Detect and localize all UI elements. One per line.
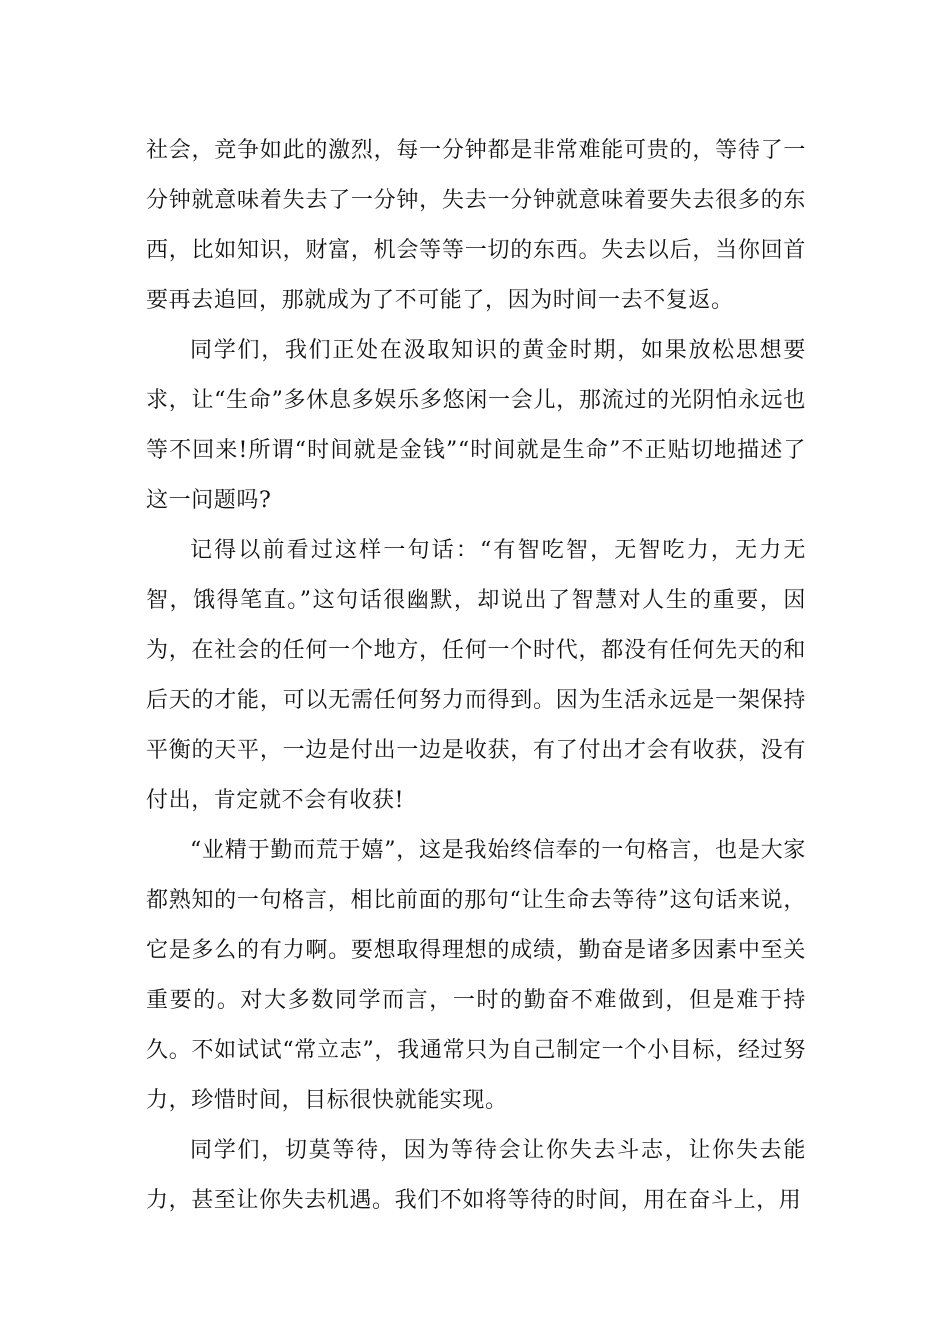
paragraph-4: “业精于勤而荒于嬉”，这是我始终信奉的一句格言，也是大家都熟知的一句格言，相比前面的那句“让生命去等待”这句话来说，它是多么的有力啊。要想取得理想的成绩，勤奋是诸多因素中至关重要的。对大多数同学而言，一时的勤奋不难做到，但是难于持久。不如试试“常立志”，我通常只为自己制定一个小目标，经过努力，珍惜时间，目标很快就能实现。 bbox=[146, 838, 806, 1113]
paragraph-3: 记得以前看过这样一句话：“有智吃智，无智吃力，无力无智，饿得笔直。”这句话很幽默，却说出了智慧对人生的重要，因为，在社会的任何一个地方，任何一个时代，都没有任何先天的和后天的才能，可以无需任何努力而得到。因为生活永远是一架保持平衡的天平，一边是付出一边是收获，有了付出才会有收获，没有付出，肯定就不会有收获! bbox=[146, 538, 806, 813]
paragraph-5: 同学们，切莫等待，因为等待会让你失去斗志，让你失去能力，甚至让你失去机遇。我们不如将等待的时间，用在奋斗上，用 bbox=[146, 1138, 806, 1213]
document-body bbox=[146, 126, 806, 1226]
paragraph-1: 社会，竞争如此的激烈，每一分钟都是非常难能可贵的，等待了一分钟就意味着失去了一分钟，失去一分钟就意味着要失去很多的东西，比如知识，财富，机会等等一切的东西。失去以后，当你回首要再去追回，那就成为了不可能了，因为时间一去不复返。 bbox=[146, 138, 806, 313]
paragraph-2: 同学们，我们正处在汲取知识的黄金时期，如果放松思想要求，让“生命”多休息多娱乐多悠闲一会儿，那流过的光阴怕永远也等不回来!所谓“时间就是金钱”“时间就是生命”不正贴切地描述了这一问题吗? bbox=[146, 338, 806, 513]
